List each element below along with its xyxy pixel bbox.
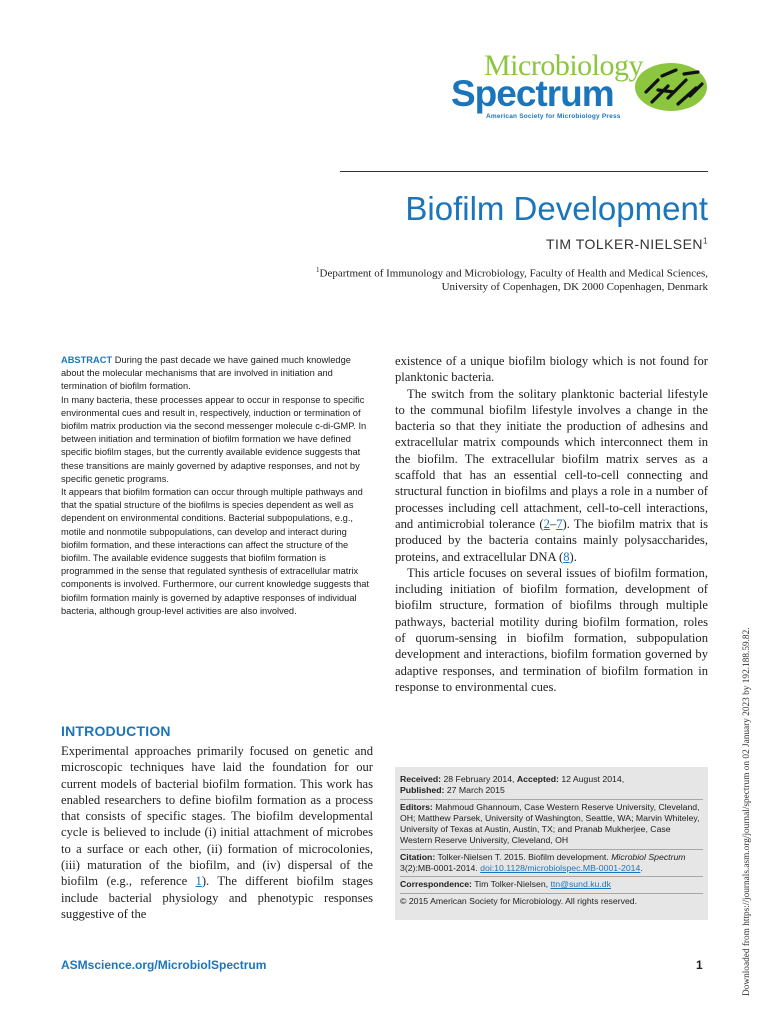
info-divider: [400, 893, 703, 894]
introduction-body: [61, 743, 373, 922]
body-paragraph-3: This article focuses on several issues of biofilm formation, including initiation of biofilm formation, development of biofilm structure, formation of biofilms through multiple pathways, bacterial motility during biofilm formation, roles of quorum-sensing in biofilm formation, subpopulation development and interactions, biofilm formation governed by adaptive responses, and termination of biofilm formation in response to environmental cues.: [395, 565, 708, 694]
intro-text-before: Experimental approaches primarily focused on genetic and microscopic techniques have laid the foundation for our current models of bacterial biofilm formation. This work has enabled researchers to define biofilm formation as a process that consists of specific stages. The biofilm developmental cycle is believed to include (i) initial attachment of microbes to a surface or each other, (ii) formation of microcolonies, (iii) maturation of the biofilm, and (iv) dispersal of the biofilm (e.g., reference: [61, 744, 373, 889]
received-label: Received:: [400, 774, 442, 784]
editors-label: Editors:: [400, 801, 433, 812]
citation-text: Tolker-Nielsen T. 2015. Biofilm development.: [437, 851, 609, 862]
logo-wordmark-microbiology: Microbiology: [484, 49, 643, 82]
affiliation-marker: 1: [316, 266, 320, 274]
received-date: 28 February 2014,: [443, 774, 515, 784]
body-paragraph-1: existence of a unique biofilm biology which is not found for planktonic bacteria.: [395, 354, 708, 385]
right-column-body: [395, 353, 708, 695]
doi-end: .: [640, 863, 643, 874]
reference-link-7[interactable]: 7: [556, 516, 563, 531]
published-label: Published:: [400, 785, 445, 796]
info-divider: [400, 876, 703, 877]
citation-line: [400, 852, 703, 875]
citation-journal: Microbiol Spectrum: [611, 851, 686, 862]
article-title: Biofilm Development: [405, 190, 708, 227]
abstract-paragraph-2: In many bacteria, these processes appear to occur in response to specific environmental cues and result in, respectively, induction or termination of biofilm matrix production via the second messenger molecule c-di-GMP. In between initiation and termination of biofilm formation we have defined specific biofilm stages, but the currently available evidence suggests that these transitions are mainly governed by adaptive responses, and not by specific genetic programs.: [61, 394, 367, 484]
dates-line: [400, 774, 703, 797]
introduction-paragraph: [61, 743, 373, 922]
email-link[interactable]: ttn@sund.ku.dk: [550, 879, 611, 890]
body-text-2c: ).: [569, 549, 577, 564]
logo-wordmark-spectrum: Spectrum: [451, 73, 614, 114]
author-name: TIM TOLKER-NIELSEN: [545, 236, 704, 252]
section-heading-introduction: INTRODUCTION: [61, 723, 171, 739]
citation-label: Citation:: [400, 851, 436, 862]
reference-link-8[interactable]: 8: [563, 549, 570, 564]
abstract-paragraph-1: [61, 354, 371, 394]
correspondence-line: [400, 879, 703, 890]
accepted-label: Accepted:: [516, 774, 559, 784]
intro-text-after: ). The different biofilm stages include bacterial physiology and phenotypic responses suggestive of the: [61, 874, 373, 921]
article-info-box: [395, 767, 708, 920]
doi-link[interactable]: doi:10.1128/microbiolspec.MB-0001-2014: [480, 863, 641, 874]
editors-text: Mahmoud Ghannoum, Case Western Reserve University, Cleveland, OH; Matthew Parsek, University of Washington, Seattle, WA; Marvin Whiteley, University of Texas at Austin, Austin, TX; and Pranab Mukherjee, Case Western Reserve University, Cleveland, OH: [400, 801, 700, 846]
correspondence-name: Tim Tolker-Nielsen,: [474, 879, 549, 890]
accepted-date: 12 August 2014,: [561, 774, 625, 784]
reference-link-2[interactable]: 2: [543, 516, 550, 531]
body-paragraph-2: [395, 386, 708, 565]
citation-volume: 3(2):MB-0001-2014.: [400, 863, 478, 874]
logo-publisher-line: American Society for Microbiology Press: [486, 113, 621, 120]
info-divider: [400, 799, 703, 800]
abstract: [61, 354, 371, 618]
bacteria-emblem-icon: [634, 62, 708, 112]
abstract-text-1: During the past decade we have gained much knowledge about the molecular mechanisms that are involved in initiation and termination of biofilm formation.: [61, 355, 351, 392]
affiliation-line-2: University of Copenhagen, DK 2000 Copenhagen, Denmark: [441, 280, 708, 293]
correspondence-label: Correspondence:: [400, 879, 472, 890]
affiliation: [248, 264, 708, 294]
affiliation-line-1: Department of Immunology and Microbiology, Faculty of Health and Medical Sciences,: [319, 267, 708, 280]
reference-link-1[interactable]: 1: [195, 874, 202, 889]
page-number: 1: [696, 958, 703, 972]
abstract-paragraph-3: It appears that biofilm formation can occur through multiple pathways and that the spatial structure of the biofilms is species dependent as well as dependent on environmental conditions. Bacterial subpopulations, e.g., motile and nonmotile subpopulations, can develop and interact during biofilm formation, and these interactions can affect the structure of the biofilm. The available evidence suggests that biofilm formation is programmed in the sense that regulated synthesis of extracellular matrix components is involved. Furthermore, our current knowledge suggests that biofilm formation mainly is governed by adaptive responses of individual bacteria, although group-level activities are also involved.: [61, 487, 369, 616]
info-divider: [400, 849, 703, 850]
body-text-2b: ). The biofilm matrix that is produced by the bacteria contains mainly polysaccharides, proteins, and extracellular DNA (: [395, 516, 708, 564]
editors-line: [400, 802, 703, 847]
copyright-line: © 2015 American Society for Microbiology. All rights reserved.: [400, 895, 638, 906]
header-rule: [340, 171, 708, 172]
body-text-2a: The switch from the solitary planktonic bacterial lifestyle to the communal biofilm lifestyle involves a change in the bacteria so that they initiate the production of adhesins and extracellular matrix compounds which interconnect them in the biofilm. The extracellular biofilm matrix serves as a scaffold that has an essential cell-to-cell connecting and structural function in biofilms and plays a role in a number of processes including cell attachment, cell-to-cell interactions, and antimicrobial tolerance (: [395, 386, 708, 531]
author-affiliation-marker: 1: [703, 236, 708, 246]
reference-range-dash: –: [549, 516, 557, 531]
download-notice: Downloaded from https://journals.asm.org/journal/spectrum on 02 January 2023 by 192.188.59.82.: [742, 627, 752, 996]
journal-site-link[interactable]: ASMscience.org/MicrobiolSpectrum: [61, 958, 267, 972]
abstract-label: ABSTRACT: [61, 355, 113, 365]
published-date: 27 March 2015: [446, 785, 505, 796]
author-line: [546, 236, 708, 252]
